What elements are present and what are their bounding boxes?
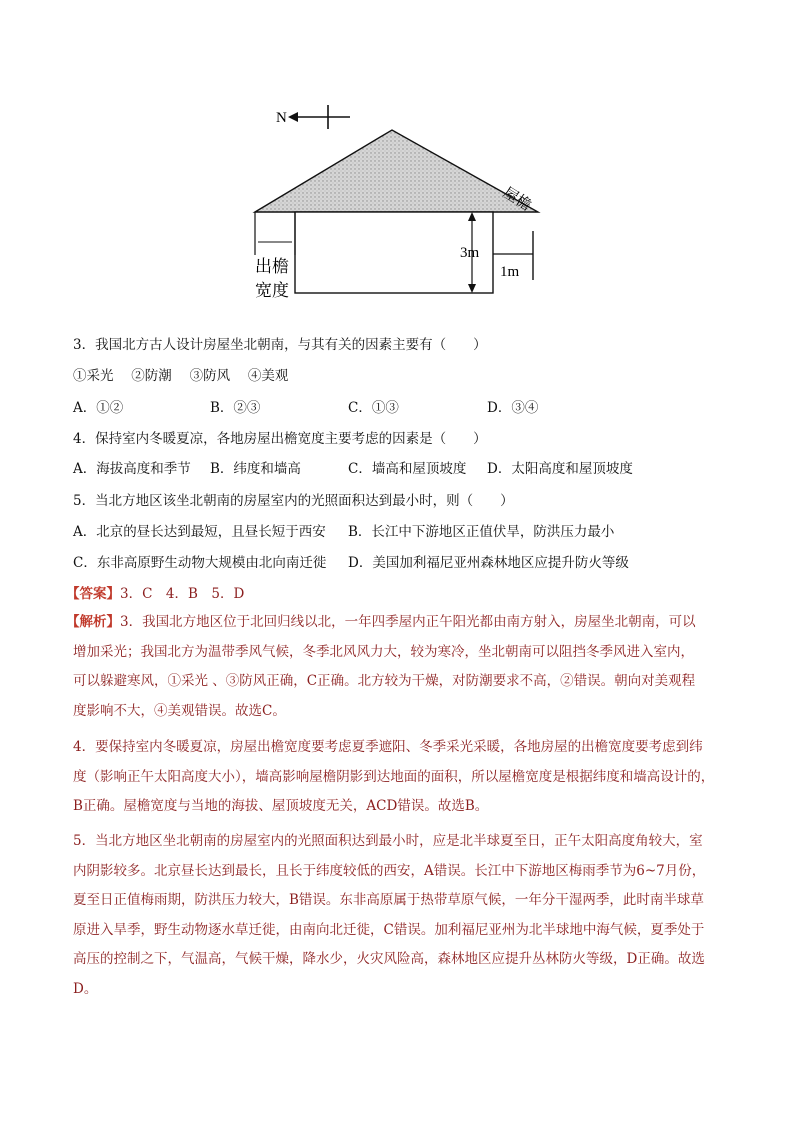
- q4-option-c: C．墙高和屋顶坡度: [348, 461, 467, 477]
- analysis-q3-line-4: 度影响不大，④美观错误。故选C。: [73, 702, 286, 719]
- q3-option-b: B．②③: [210, 400, 261, 416]
- analysis-q5-line-3: 夏至日正值梅雨期，防洪压力较大，B错误。东非高原属于热带草原气候，一年分干湿两季，此时南半球草: [73, 892, 704, 908]
- roof: [255, 130, 538, 215]
- analysis-q4-line-2: 度（影响正午太阳高度大小），墙高影响屋檐阴影到达地面的面积，所以屋檐宽度是根据纬度和墙高设计的，: [73, 768, 715, 785]
- analysis-q3-line-2: 增加采光；我国北方为温带季风气候，冬季北风风力大，较为寒冷，坐北朝南可以阻挡冬季风进入室内，: [73, 643, 694, 660]
- north-arrow-icon: [288, 105, 350, 129]
- q5-option-d: D．美国加利福尼亚州森林地区应提升防火等级: [348, 555, 629, 571]
- north-label: N: [276, 110, 287, 126]
- analysis-q5-line-2: 内阴影较多。北京昼长达到最长，且长于纬度较低的西安，A错误。长江中下游地区梅雨季节为6~7月份，: [73, 862, 706, 879]
- q3-factors: ①采光 ②防潮 ③防风 ④美观: [73, 368, 289, 384]
- analysis-q3: [66, 608, 716, 726]
- answer-text: 3．C 4．B 5．D: [120, 586, 245, 602]
- q3-option-a: A．①②: [73, 400, 124, 416]
- q3-option-d: D．③④: [487, 400, 539, 416]
- eave-label: 屋檐: [499, 183, 535, 215]
- analysis-q4: [73, 733, 723, 822]
- analysis-q5: [73, 827, 723, 1004]
- q5-option-a: A．北京的昼长达到最短，且昼长短于西安: [73, 524, 326, 540]
- q4-option-a: A．海拔高度和季节: [73, 461, 191, 477]
- analysis-q5-line-4: 原进入旱季，野生动物逐水草迁徙，由南向北迁徙，C错误。加利福尼亚州为北半球地中海气候，夏季处于: [73, 921, 705, 938]
- q4-option-d: D．太阳高度和屋顶坡度: [487, 461, 633, 477]
- q4-stem: 4．保持室内冬暖夏凉，各地房屋出檐宽度主要考虑的因素是（ ）: [73, 431, 487, 447]
- analysis-q4-line-3: B正确。屋檐宽度与当地的海拔、屋顶坡度无关，ACD错误。故选B。: [73, 798, 489, 814]
- analysis-q5-line-6: D。: [73, 980, 98, 997]
- overhang-label-2: 宽度: [255, 281, 289, 301]
- q3-option-c: C．①③: [348, 400, 399, 416]
- answer-line: [66, 582, 244, 602]
- analysis-q5-line-1: 5．当北方地区坐北朝南的房屋室内的光照面积达到最小时，应是北半球夏至日，正午太阳高度角较大，室: [73, 833, 703, 849]
- analysis-q3-line-3: 可以躲避寒风，①采光 、③防风正确，C正确。北方较为干燥，对防潮要求不高，②错误。朝向对美观程: [73, 673, 696, 689]
- q5-stem: 5．当北方地区该坐北朝南的房屋室内的光照面积达到最小时，则（ ）: [73, 493, 514, 509]
- analysis-q3-line-1: 【解析】3．我国北方地区位于北回归线以北，一年四季屋内正午阳光都由南方射入，房屋坐北朝南，可以: [66, 614, 696, 630]
- q5-option-c: C．东非高原野生动物大规模由北向南迁徙: [73, 555, 327, 571]
- q5-option-b: B．长江中下游地区正值伏旱，防洪压力最小: [348, 524, 615, 540]
- width-label: 1m: [500, 264, 520, 280]
- analysis-q5-line-5: 高压的控制之下，气温高，气候干燥，降水少，火灾风险高，森林地区应提升丛林防火等级，D正确。故选: [73, 951, 705, 967]
- answer-tag: 【答案】: [66, 586, 120, 602]
- height-label: 3m: [460, 245, 480, 261]
- analysis-tag: 【解析】: [66, 614, 120, 630]
- q4-option-b: B．纬度和墙高: [210, 461, 301, 477]
- overhang-label-1: 出檐: [255, 257, 289, 277]
- analysis-q4-line-1: 4．要保持室内冬暖夏凉，房屋出檐宽度要考虑夏季遮阳、冬季采光采暖，各地房屋的出檐宽度要考虑到纬: [73, 739, 703, 755]
- q3-stem: 3．我国北方古人设计房屋坐北朝南，与其有关的因素主要有（ ）: [73, 337, 487, 353]
- house-eave-diagram: [250, 100, 550, 325]
